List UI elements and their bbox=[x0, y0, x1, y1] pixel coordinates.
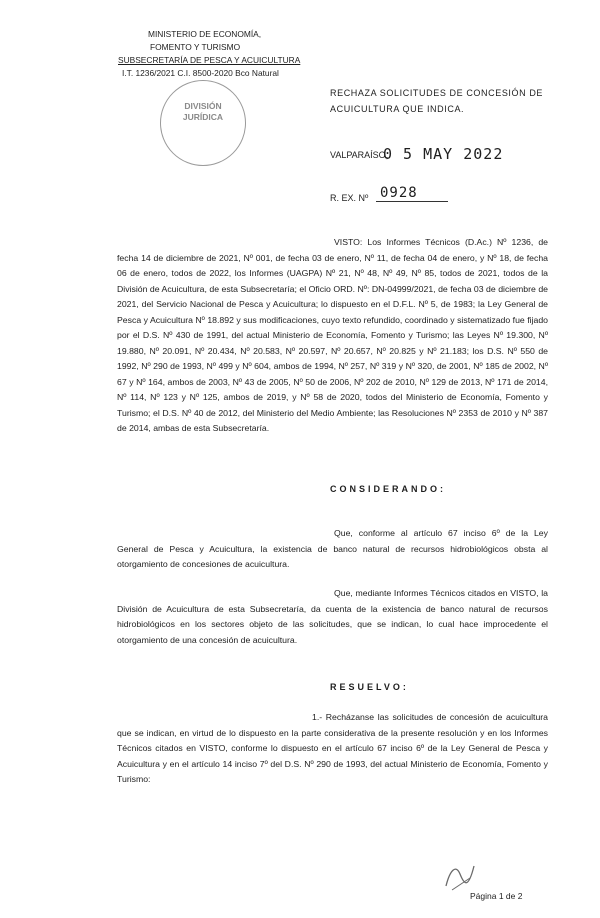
stamp-line-1: DIVISIÓN bbox=[184, 101, 222, 111]
place-label: VALPARAÍSO, bbox=[330, 150, 389, 160]
visto-text: VISTO: Los Informes Técnicos (D.Ac.) Nº 1236, de fecha 14 de diciembre de 2021, Nº 001, de fecha 03 de enero, Nº 11, de fecha 04 de enero, y Nº 18, de fecha 06 de enero, todos de 2022, los Informes (UAGPA) Nº 21, Nº 48, Nº 49, Nº 85, todos de 2021, todos de la División de Acuicultura, de esta Subsecretaría; el Oficio ORD. Nº: DN-04999/2021, de fecha 03 de diciembre de 2021, del Servicio Nacional de Pesca y Acuicultura; lo dispuesto en el D.F.L. Nº 5, de 1983; la Ley General de Pesca y Acuicultura Nº 18.892 y sus modificaciones, cuyo texto refundido, coordinado y sistematizado fue fijado por el D.S. Nº 430 de 1991, del actual Ministerio de Economía, Fomento y Turismo; las Leyes Nº 19.300, Nº 19.880, Nº 20.091, Nº 20.434, Nº 20.583, Nº 20.597, Nº 20.657, Nº 20.825 y Nº 21.183; los D.S. Nº 550 de 1992, Nº 290 de 1993, Nº 499 y Nº 604, ambos de 1994, Nº 257, Nº 319 y Nº 320, de 2001, Nº 185 de 2002, Nº 67 y Nº 164, ambos de 2003, Nº 43 de 2005, Nº 50 de 2006, Nº 202 de 2010, Nº 129 de 2013, Nº 171 de 2014, Nº 114, Nº 123 y Nº 125, ambos de 2019, y Nº 58 de 2020, todos del Ministerio de Economía, Fomento y Turismo; el D.S. Nº 40 de 2012, del Ministerio del Medio Ambiente; las Resoluciones Nº 2353 de 2010 y Nº 387 de 2014, ambas de esta Subsecretaría. bbox=[117, 237, 548, 433]
date-stamp: 0 5 MAY 2022 bbox=[383, 145, 504, 163]
resolution-prefix: R. EX. Nº bbox=[330, 193, 369, 203]
division-juridica-stamp bbox=[160, 80, 246, 166]
visto-paragraph bbox=[117, 235, 548, 437]
considerando-paragraph-2 bbox=[117, 586, 548, 648]
ministry-subtitle: FOMENTO Y TURISMO bbox=[150, 42, 241, 52]
considerando-paragraph-1 bbox=[117, 526, 548, 573]
considerando-heading: CONSIDERANDO: bbox=[330, 484, 447, 494]
resuelvo-text-1: 1.- Recházanse las solicitudes de concesión de acuicultura que se indican, en virtud de lo dispuesto en la parte considerativa de la presente resolución y en los Informes Técnicos citados en VISTO, conforme lo dispuesto en el artículo 67 inciso 6º de la Ley General de Pesca y Acuicultura y en el artículo 14 inciso 7º del D.S. Nº 290 de 1993, del actual Ministerio de Economía, Fomento y Turismo: bbox=[117, 712, 548, 784]
considerando-text-2: Que, mediante Informes Técnicos citados en VISTO, la División de Acuicultura de esta Subsecretaría, da cuenta de la existencia de banco natural de recursos hidrobiológicos en los sectores objeto de las solicitudes, que se indican, lo cual hace improcedente el otorgamiento de una concesión de acuicultura. bbox=[117, 588, 548, 645]
document-reference: I.T. 1236/2021 C.I. 8500-2020 Bco Natural bbox=[122, 68, 279, 78]
considerando-text-1: Que, conforme al artículo 67 inciso 6º de la Ley General de Pesca y Acuicultura, la existencia de banco natural de recursos hidrobiológicos obsta al otorgamiento de concesiones de acuicultura. bbox=[117, 528, 548, 569]
resuelvo-paragraph-1 bbox=[117, 710, 548, 788]
page-number: Página 1 de 2 bbox=[470, 891, 523, 901]
resuelvo-heading: RESUELVO: bbox=[330, 682, 409, 692]
subsecretaria-name: SUBSECRETARÍA DE PESCA Y ACUICULTURA bbox=[118, 55, 301, 65]
handwritten-initials bbox=[440, 856, 480, 896]
ministry-name: MINISTERIO DE ECONOMÍA, bbox=[148, 29, 262, 39]
stamp-line-2: JURÍDICA bbox=[182, 112, 224, 122]
resolution-reference-title: RECHAZA SOLICITUDES DE CONCESIÓN DE ACUICULTURA QUE INDICA. bbox=[330, 88, 544, 114]
resolution-number: 0928 bbox=[376, 185, 448, 202]
